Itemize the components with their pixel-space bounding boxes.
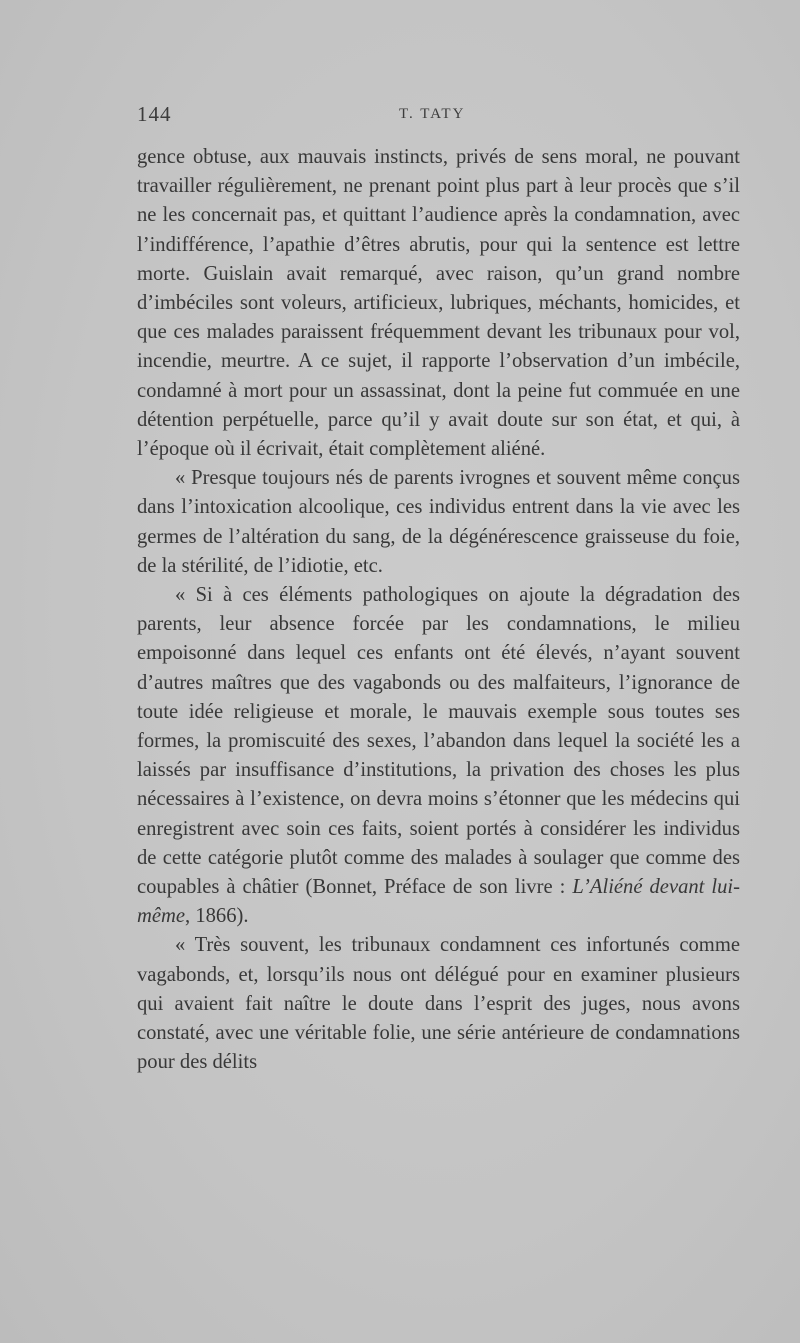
paragraph-2: « Presque toujours nés de parents ivrognes et souvent même conçus dans l’intoxication alcoolique, ces individus entrent dans la vie avec les germes de l’altération du sang, de la dégénérescence graisseuse du foie, de la stérilité, de l’idiotie, etc. [137, 467, 740, 577]
paragraph-3-text-before: « Si à ces éléments pathologiques on ajoute la dégradation des parents, leur absence forcée par les condamnations, le milieu empoisonné dans lequel ces enfants ont été élevés, n’ayant souvent d’autres maîtres que des vagabonds ou des malfaiteurs, l’ignorance de toute idée religieuse et morale, le mauvais exemple sous toutes ses formes, la promiscuité des sexes, l’abandon dans lequel la société les a laissés par insuffisance d’institutions, la privation des choses les plus nécessaires à l’existence, on devra moins s’étonner que les médecins qui enregistrent avec soin ces faits, soient portés à considérer les individus de cette catégorie plutôt comme des malades à soulager que comme des coupables à châtier (Bonnet, Préface de son livre : [137, 584, 740, 899]
paragraph-4: « Très souvent, les tribunaux condamnent ces infortunés comme vagabonds, et, lorsqu’ils nous ont délégué pour en examiner plusieurs qui avaient fait naître le doute dans l’esprit des juges, nous avons constaté, avec une véritable folie, une série antérieure de condamnations pour des délits [137, 934, 740, 1074]
body-text [137, 143, 740, 1078]
running-title: T. TATY [399, 106, 466, 122]
paragraph-1: gence obtuse, aux mauvais instincts, privés de sens moral, ne pouvant travailler régulièrement, ne prenant point plus part à leur procès que s’il ne les concernait pas, et quittant l’audience après la condamnation, avec l’indifférence, l’apathie d’êtres abrutis, pour qui la sentence est lettre morte. Guislain avait remarqué, avec raison, qu’un grand nombre d’imbéciles sont voleurs, artificieux, lubriques, méchants, homicides, et que ces malades paraissent fréquemment devant les tribunaux pour vol, incendie, meurtre. A ce sujet, il rapporte l’observation d’un imbécile, condamné à mort pour un assassinat, dont la peine fut commuée en une détention perpétuelle, parce qu’il y avait doute sur son état, et qui, à l’époque où il écrivait, était complètement aliéné. [137, 146, 740, 461]
running-head [137, 102, 740, 132]
paragraph-3-text-after: , 1866). [185, 905, 249, 928]
book-title: L’Aliéné devant lui-même [137, 876, 741, 928]
paragraph-3 [137, 581, 740, 931]
page-number: 144 [137, 102, 172, 126]
